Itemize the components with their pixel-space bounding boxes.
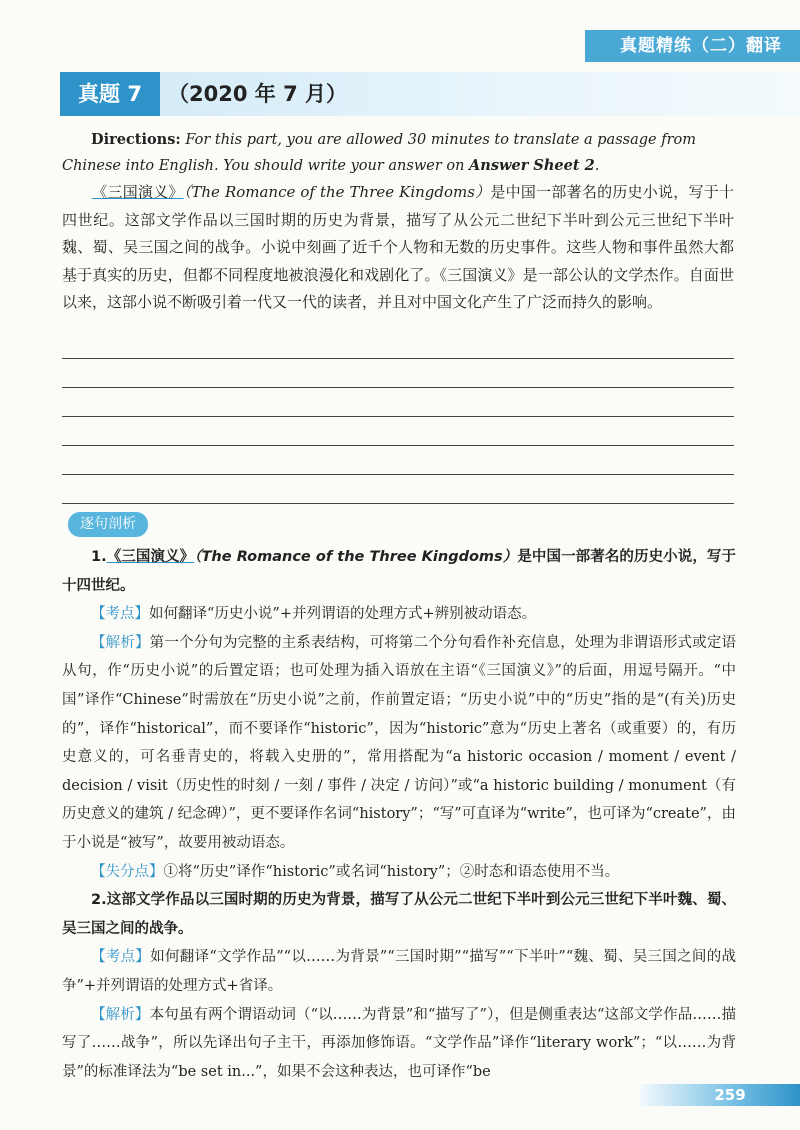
answer-lines <box>62 330 734 504</box>
jiexi-tag: 【解析】 <box>91 1006 150 1023</box>
answer-line[interactable] <box>62 359 734 388</box>
sentence-1-shifen: 【失分点】①将“历史”译作“historic”或名词“history”；②时态和语态使用不当。 <box>91 863 620 880</box>
directions-end: . <box>594 158 600 174</box>
directions <box>62 127 734 179</box>
book-title-en: （The Romance of the Three Kingdoms） <box>183 183 491 201</box>
sentence-1: 1.《三国演义》（The Romance of the Three Kingdoms）是中国一部著名的历史小说，写于十四世纪。 <box>62 549 737 594</box>
sentence-analysis <box>62 543 736 1086</box>
directions-body: For this part, you are allowed 30 minutes to translate a passage from Chinese into English. You should write your answer on <box>62 132 696 174</box>
jiexi-tag: 【解析】 <box>91 634 150 651</box>
passage-text: 是中国一部著名的历史小说，写于十四世纪。这部文学作品以三国时期的历史为背景，描写了从公元二世纪下半叶到公元三世纪下半叶魏、蜀、吴三国之间的战争。小说中刻画了近千个人物和无数的历史事件。这些人物和事件虽然大都基于真实的历史，但都不同程度地被浪漫化和戏剧化了。《三国演义》是一部公认的文学杰作。自面世以来，这部小说不断吸引着一代又一代的读者，并且对中国文化产生了广泛而持久的影响。 <box>62 183 734 311</box>
kaodian-tag: 【考点】 <box>91 949 151 966</box>
sentence-2: 2.这部文学作品以三国时期的历史为背景，描写了从公元二世纪下半叶到公元三世纪下半叶魏、蜀、吴三国之间的战争。 <box>62 892 736 937</box>
analysis-section-label: 逐句剖析 <box>68 512 148 537</box>
answer-line[interactable] <box>62 417 734 446</box>
directions-lead: Directions: <box>91 131 181 148</box>
sentence-2-kaodian: 【考点】如何翻译“文学作品”“以……为背景”“三国时期”“描写”“下半叶”“魏、蜀、吴三国之间的战争”+并列谓语的处理方式+省译。 <box>62 949 736 994</box>
answer-line[interactable] <box>62 475 734 504</box>
source-passage <box>62 179 734 317</box>
sentence-1-kaodian: 【考点】如何翻译“历史小说”+并列谓语的处理方式+辨别被动语态。 <box>91 606 537 623</box>
shifen-tag: 【失分点】 <box>91 863 164 880</box>
exam-label: 真题 7 <box>60 72 160 116</box>
book-title: 《三国演义》 <box>92 183 184 201</box>
exam-date: （2020 年 7 月） <box>168 82 347 106</box>
answer-line[interactable] <box>62 388 734 417</box>
page-number: 259 <box>714 1086 746 1104</box>
sentence-2-jiexi: 【解析】本句虽有两个谓语动词（“以……为背景”和“描写了”），但是侧重表达“这部文学作品……描写了……战争”，所以先译出句子主干，再添加修饰语。“文学作品”译作“literary work”；“以……为背景”的标准译法为“be set in...”，如果不会这种表达，也可译作“be <box>62 1006 736 1080</box>
answer-sheet: Answer Sheet 2 <box>469 157 595 174</box>
kaodian-tag: 【考点】 <box>91 606 149 623</box>
section-header: 真题精练（二）翻译 <box>585 30 800 62</box>
sentence-1-jiexi: 【解析】第一个分句为完整的主系表结构，可将第二个分句看作补充信息，处理为非谓语形式或定语从句，作“历史小说”的后置定语；也可处理为插入语放在主语“《三国演义》”的后面，用逗号隔开。“中国”译作“Chinese”时需放在“历史小说”之前，作前置定语；“历史小说”中的“历史”指的是“(有关)历史的”，译作“historical”，而不要译作“historic”，因为“historic”意为“历史上著名（或重要）的，有历史意义的，可名垂青史的，将载入史册的”，常用搭配为“a historic occasion / moment / event / decision / visit（历史性的时刻 / 一刻 / 事件 / 决定 / 访问）”或“a historic building / monument（有历史意义的建筑 / 纪念碑）”，更不要译作名词“history”；“写”可直译为“write”，也可译为“create”，由于小说是“被写”，故要用被动语态。 <box>62 634 737 851</box>
answer-line[interactable] <box>62 330 734 359</box>
answer-line[interactable] <box>62 446 734 475</box>
